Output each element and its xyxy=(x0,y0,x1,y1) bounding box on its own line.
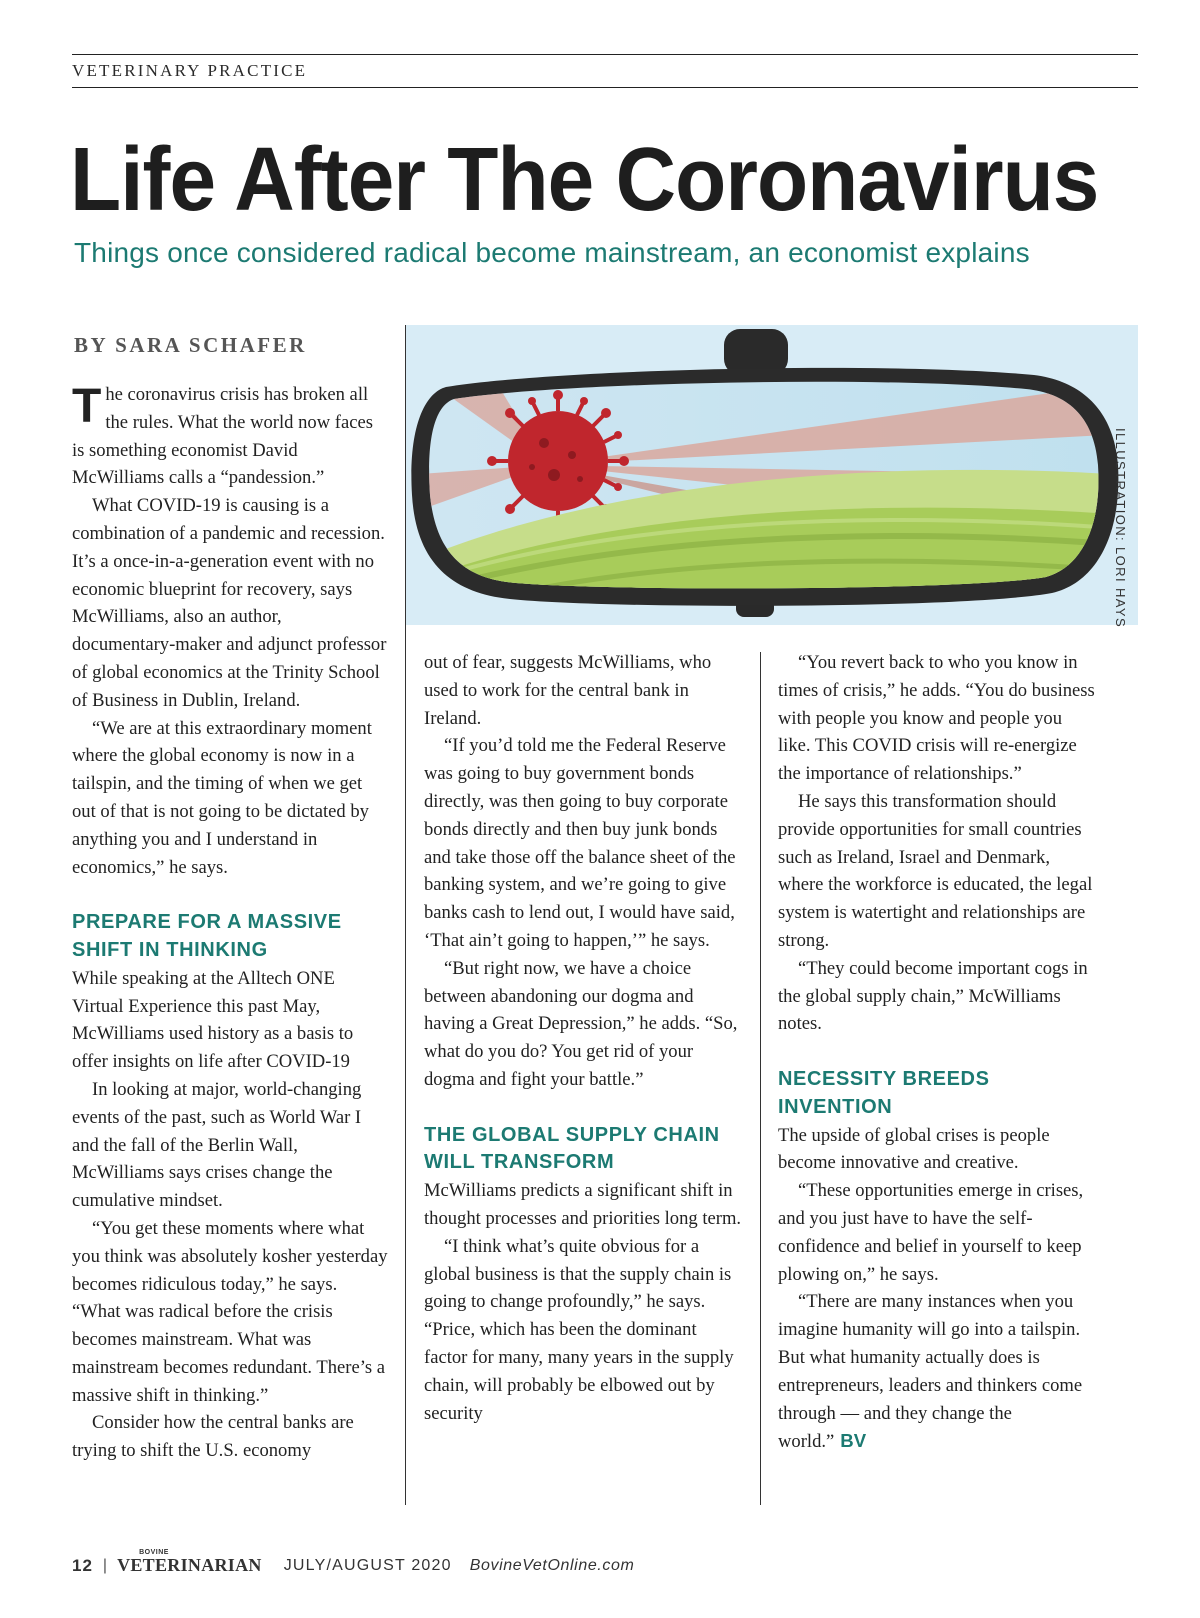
paragraph: McWilliams predicts a significant shift in thought processes and priorities long term. xyxy=(424,1180,742,1229)
column-divider xyxy=(760,652,761,1505)
page-number: 12 xyxy=(72,1555,93,1575)
section-label: VETERINARY PRACTICE xyxy=(72,61,308,80)
end-mark: BV xyxy=(840,1430,867,1452)
article-title: Life After The Coronavirus xyxy=(70,130,1099,230)
column-3 xyxy=(778,649,1098,1456)
paragraph: “You revert back to who you know in times of crisis,” he adds. “You do business with people you know and people you like. This COVID crisis will re-energize the importance of relationships.” xyxy=(778,652,1095,785)
mirror-mount xyxy=(724,329,788,375)
paragraph: “I think what’s quite obvious for a global business is that the supply chain is going to change profoundly,” he says. “Price, which has been the dominant factor for many, many years in the supply chain, will probably be elbowed out by security xyxy=(424,1235,734,1424)
paragraph: “We are at this extraordinary moment where the global economy is now in a tailspin, and the timing of when we get out of that is not going to be dictated by anything you and I understand in economics,” he says. xyxy=(72,717,372,878)
subheading: PREPARE FOR A MASSIVE SHIFT IN THINKING xyxy=(72,911,342,961)
website-link[interactable]: BovineVetOnline.com xyxy=(469,1556,635,1574)
paragraph: While speaking at the Alltech ONE Virtual Experience this past May, McWilliams used history as a basis to offer insights on life after COVID-19 xyxy=(72,967,354,1073)
paragraph: “But right now, we have a choice between abandoning our dogma and having a Great Depression,” he adds. “So, what do you do? You get rid of your dogma and fight your battle.” xyxy=(424,957,738,1090)
subheading: NECESSITY BREEDS INVENTION xyxy=(778,1067,990,1118)
mirror-glass xyxy=(406,365,1138,605)
paragraph: The upside of global crises is people become innovative and creative. xyxy=(778,1124,1050,1174)
magazine-logo-small: BOVINE xyxy=(139,1549,169,1556)
issue-date: JULY/AUGUST 2020 xyxy=(283,1556,452,1574)
paragraph: “They could become important cogs in the global supply chain,” McWilliams notes. xyxy=(778,957,1088,1035)
footer-separator: | xyxy=(102,1556,108,1574)
paragraph: out of fear, suggests McWilliams, who used to work for the central bank in Ireland. xyxy=(424,652,712,729)
paragraph: The coronavirus crisis has broken all the rules. What the world now faces is something economist David McWilliams calls a “pandession.” xyxy=(72,380,373,489)
paragraph: “These opportunities emerge in crises, and you just have to have the self-confidence and belief in yourself to keep plowing on,” he says. xyxy=(778,1180,1084,1285)
drop-cap: T xyxy=(72,380,102,433)
rearview-mirror-illustration xyxy=(406,325,1138,625)
column-2 xyxy=(424,649,742,1427)
illustration-credit-text: ILLUSTRATION: LORI HAYS xyxy=(1113,428,1128,629)
header-rule-top xyxy=(72,54,1138,55)
paragraph: What COVID-19 is causing is a combination of a pandemic and recession. It’s a once-in-a-generation event with no economic blueprint for recovery, says McWilliams, also an author, documentary-maker and adjunct professor of global economics at the Trinity School of Business in Dublin, Ireland. xyxy=(72,495,387,711)
paragraph: “If you’d told me the Federal Reserve was going to buy government bonds directly, was then going to buy corporate bonds directly and then buy junk bonds and take those off the balance sheet of the banking system, and we’re going to give banks cash to lend out, I would have said, ‘That ain’t going to happen,’” he says. xyxy=(424,735,736,951)
paragraph: In looking at major, world-changing events of the past, such as World War I and the fall of the Berlin Wall, McWilliams says crises change the cumulative mindset. xyxy=(72,1078,362,1212)
magazine-logo: BOVINE VETERINARIAN xyxy=(117,1549,262,1575)
paragraph: “There are many instances when you imagine humanity will go into a tailspin. But what humanity actually does is entrepreneurs, leaders and thinkers come through — and they change the world.” BV xyxy=(778,1291,1083,1453)
illustration-credit xyxy=(1110,428,1130,629)
paragraph: “You get these moments where what you think was absolutely kosher yesterday becomes ridiculous today,” he says. “What was radical before the crisis becomes mainstream. What was mainstream becomes redundant. There’s a massive shift in thinking.” xyxy=(72,1217,388,1406)
column-1 xyxy=(72,381,388,1465)
article-deck: Things once considered radical become mainstream, an economist explains xyxy=(74,237,1030,268)
paragraph: Consider how the central banks are trying to shift the U.S. economy xyxy=(72,1412,354,1462)
column-divider xyxy=(405,325,406,1505)
paragraph: He says this transformation should provide opportunities for small countries such as Ireland, Israel and Denmark, where the workforce is educated, the legal system is watertight and relationships are strong. xyxy=(778,790,1093,951)
page-footer xyxy=(72,1549,635,1576)
byline: BY SARA SCHAFER xyxy=(74,333,307,357)
header-rule-bottom xyxy=(72,87,1138,88)
subheading: THE GLOBAL SUPPLY CHAIN WILL TRANSFORM xyxy=(424,1123,720,1174)
